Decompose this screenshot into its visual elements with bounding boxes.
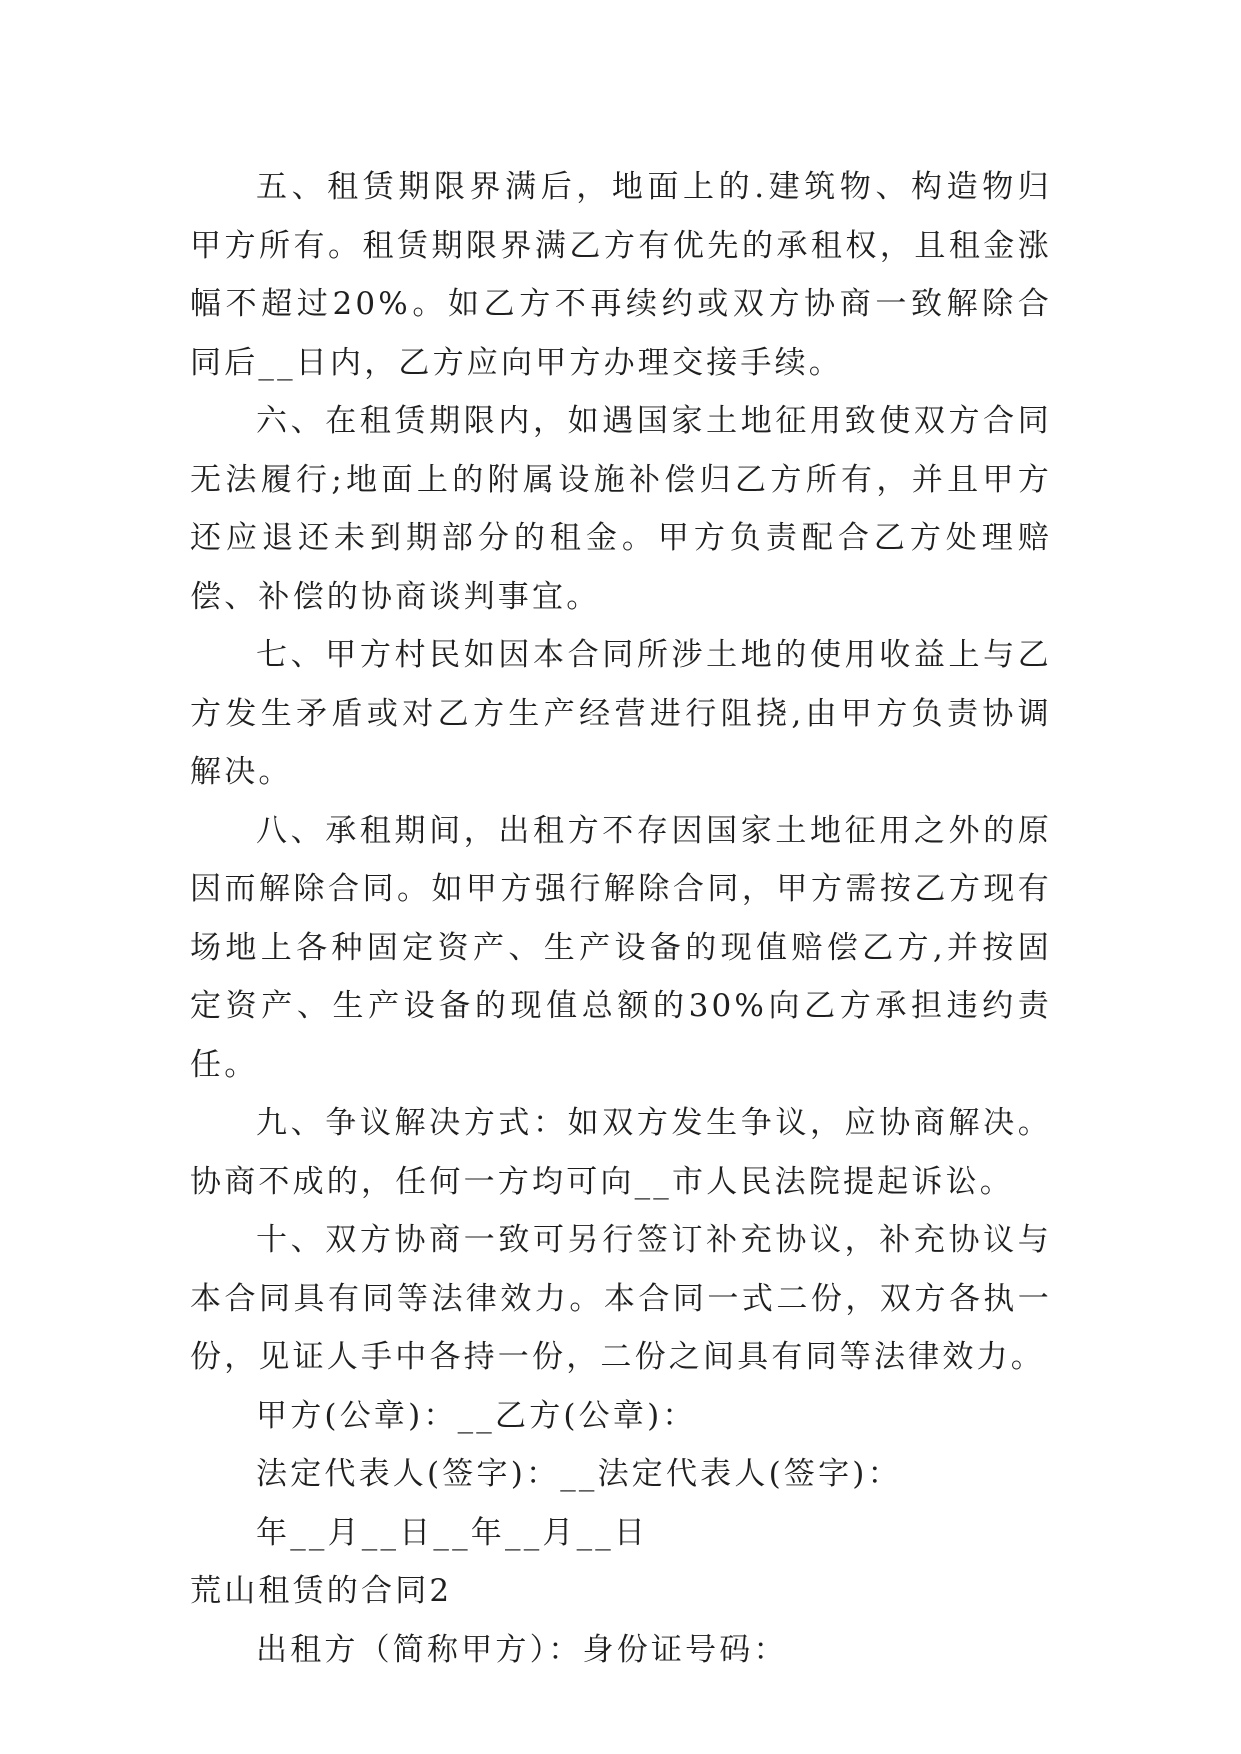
signature-dates: 年__月__日__年__月__日: [256, 1514, 649, 1551]
clause-six: 六、在租赁期限内，如遇国家土地征用致使双方合同无法履行;地面上的附属设施补偿归乙方所有，并且甲方还应退还未到期部分的租金。甲方负责配合乙方处理赔偿、补偿的协商谈判事宜。: [190, 403, 1052, 615]
lessor-line: 出租方（简称甲方）：身份证号码：: [256, 1631, 788, 1668]
clause-five: 五、租赁期限界满后，地面上的.建筑物、构造物归甲方所有。租赁期限界满乙方有优先的承租权，且租金涨幅不超过20%。如乙方不再续约或双方协商一致解除合同后__日内，乙方应向甲方办理交接手续。: [190, 169, 1052, 381]
section-title: 荒山租赁的合同2: [190, 1573, 453, 1609]
clause-ten: 十、双方协商一致可另行签订补充协议，补充协议与本合同具有同等法律效力。本合同一式二份，双方各执一份，见证人手中各持一份，二份之间具有同等法律效力。: [190, 1222, 1052, 1375]
signature-legal-representatives: 法定代表人(签字)：__法定代表人(签字)：: [256, 1456, 902, 1492]
clause-nine: 九、争议解决方式：如双方发生争议，应协商解决。协商不成的，任何一方均可向__市人民法院提起诉讼。: [190, 1105, 1052, 1200]
clause-eight: 八、承租期间，出租方不存因国家土地征用之外的原因而解除合同。如甲方强行解除合同，甲方需按乙方现有场地上各种固定资产、生产设备的现值赔偿乙方,并按固定资产、生产设备的现值总额的30%向乙方承担违约责任。: [190, 812, 1052, 1083]
document-body: [190, 158, 1052, 1679]
clause-seven: 七、甲方村民如因本合同所涉土地的使用收益上与乙方发生矛盾或对乙方生产经营进行阻挠,由甲方负责协调解决。: [190, 637, 1052, 790]
signature-party-seals: 甲方(公章)：__乙方(公章)：: [256, 1397, 697, 1434]
